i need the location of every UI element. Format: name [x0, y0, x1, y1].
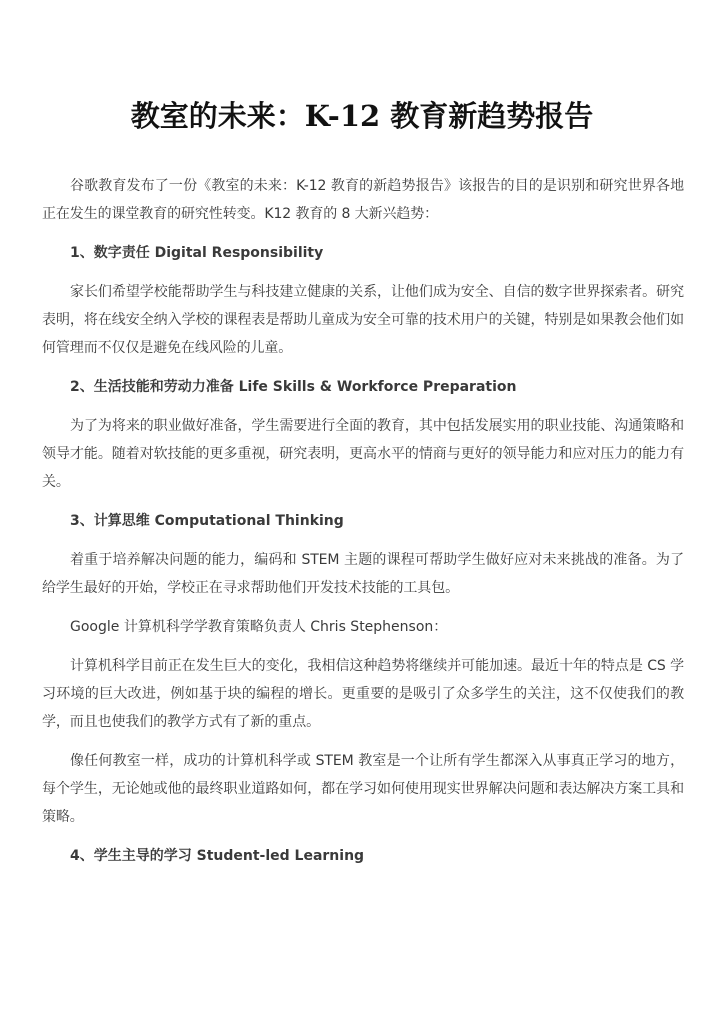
section-heading-3: 3、计算思维 Computational Thinking [70, 513, 344, 529]
section-heading-1: 1、数字责任 Digital Responsibility [70, 245, 324, 261]
section-body-3: 着重于培养解决问题的能力，编码和 STEM 主题的课程可帮助学生做好应对未来挑战的准备。为了给学生最好的开始，学校正在寻求帮助他们开发技术技能的工具包。 [42, 552, 684, 596]
section-heading-4: 4、学生主导的学习 Student-led Learning [70, 848, 365, 864]
section-body-1: 家长们希望学校能帮助学生与科技建立健康的关系，让他们成为安全、自信的数字世界探索者。研究表明，将在线安全纳入学校的课程表是帮助儿童成为安全可靠的技术用户的关键，特别是如果教会他们如何管理而不仅仅是避免在线风险的儿童。 [42, 284, 684, 356]
section-body-2: 为了为将来的职业做好准备，学生需要进行全面的教育，其中包括发展实用的职业技能、沟通策略和领导才能。随着对软技能的更多重视，研究表明，更高水平的情商与更好的领导能力和应对压力的能力有关。 [42, 418, 684, 490]
quote-attribution: Google 计算机科学学教育策略负责人 Chris Stephenson： [70, 619, 448, 635]
intro-paragraph: 谷歌教育发布了一份《教室的未来：K-12 教育的新趋势报告》该报告的目的是识别和研究世界各地正在发生的课堂教育的研究性转变。K12 教育的 8 大新兴趋势： [42, 178, 684, 222]
section-heading-2: 2、生活技能和劳动力准备 Life Skills & Workforce Preparation [70, 379, 517, 395]
document-title: 教室的未来：K-12 教育新趋势报告 [130, 99, 594, 133]
quote-paragraph-2: 像任何教室一样，成功的计算机科学或 STEM 教室是一个让所有学生都深入从事真正学习的地方，每个学生，无论她或他的最终职业道路如何，都在学习如何使用现实世界解决问题和表达解决方案工具和策略。 [42, 753, 684, 825]
quote-paragraph-1: 计算机科学目前正在发生巨大的变化，我相信这种趋势将继续并可能加速。最近十年的特点是 CS 学习环境的巨大改进，例如基于块的编程的增长。更重要的是吸引了众多学生的关注，这不仅使我们的教学，而且也使我们的教学方式有了新的重点。 [42, 658, 684, 730]
document-body [42, 172, 684, 881]
